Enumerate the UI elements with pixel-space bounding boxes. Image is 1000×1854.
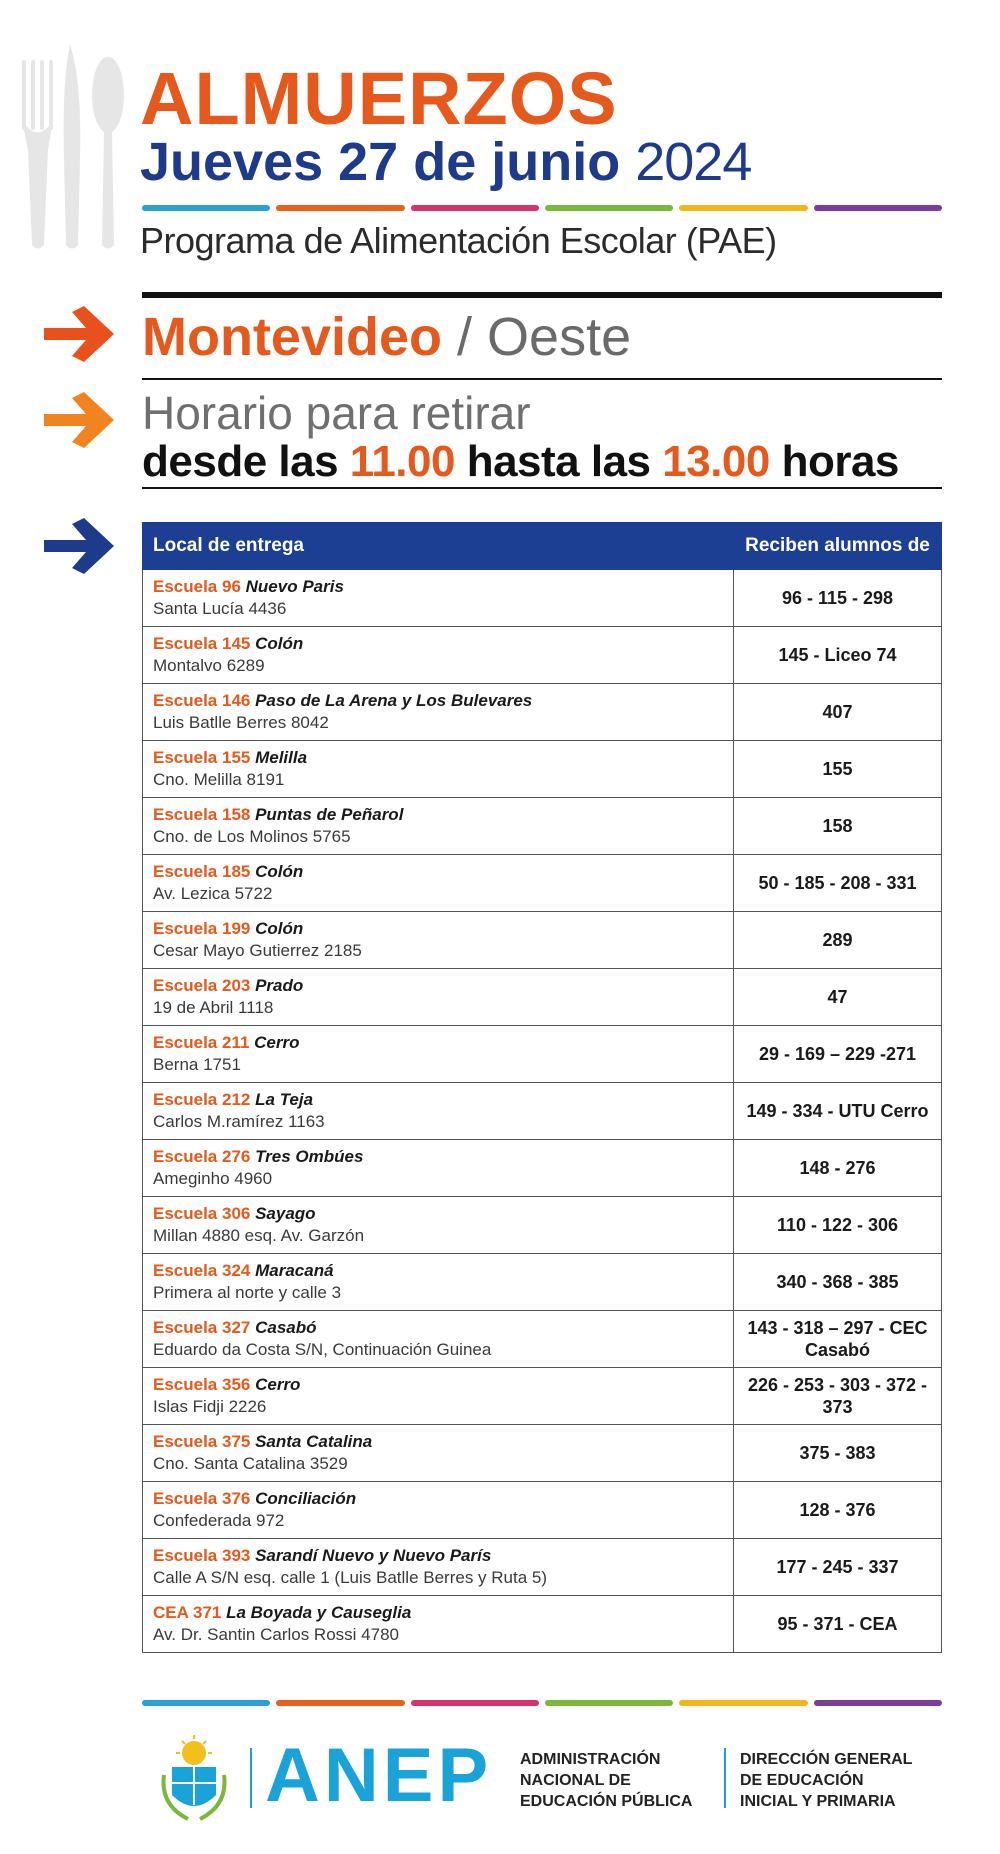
direction-name-line: INICIAL Y PRIMARIA xyxy=(740,1792,896,1810)
school-name: Escuela 212 xyxy=(153,1089,251,1109)
schedule-from-time: 11.00 xyxy=(349,437,455,486)
table-row xyxy=(143,1425,942,1482)
zone-name: Oeste xyxy=(487,307,632,367)
neighborhood-name: Paso de La Arena y Los Bulevares xyxy=(255,690,533,710)
school-address: Cno. de Los Molinos 5765 xyxy=(153,827,351,846)
table-row xyxy=(143,1539,942,1596)
table-row xyxy=(143,1140,942,1197)
school-name: Escuela 158 xyxy=(153,804,251,824)
schedule-hours xyxy=(142,438,899,486)
school-name: Escuela 199 xyxy=(153,918,251,938)
school-name: Escuela 393 xyxy=(153,1545,251,1565)
anep-name-line: EDUCACIÓN PÚBLICA xyxy=(520,1792,693,1810)
table-row xyxy=(143,798,942,855)
school-name: Escuela 185 xyxy=(153,861,251,881)
school-address: Berna 1751 xyxy=(153,1055,241,1074)
footer-separator xyxy=(250,1748,252,1808)
direction-name xyxy=(740,1750,912,1812)
delivery-location-cell xyxy=(143,741,734,798)
school-name: Escuela 306 xyxy=(153,1203,251,1223)
table-row xyxy=(143,627,942,684)
school-name: Escuela 96 xyxy=(153,576,241,596)
delivery-location-cell xyxy=(143,1026,734,1083)
school-address: Luis Batlle Berres 8042 xyxy=(153,713,329,732)
school-address: Millan 4880 esq. Av. Garzón xyxy=(153,1226,365,1245)
students-cell: 110 - 122 - 306 xyxy=(734,1197,942,1254)
emblem-icon xyxy=(158,1735,230,1823)
delivery-location-cell xyxy=(143,1311,734,1368)
school-address: Av. Dr. Santin Carlos Rossi 4780 xyxy=(153,1625,399,1644)
school-address: Carlos M.ramírez 1163 xyxy=(153,1112,325,1131)
neighborhood-name: Prado xyxy=(255,975,304,995)
school-name: Escuela 145 xyxy=(153,633,251,653)
neighborhood-name: Sayago xyxy=(255,1203,316,1223)
schedule-from-text: desde las xyxy=(142,437,350,486)
anep-name-line: ADMINISTRACIÓN xyxy=(520,1751,661,1768)
school-address: 19 de Abril 1118 xyxy=(153,998,274,1017)
arrow-right-icon xyxy=(40,390,118,450)
page-title: ALMUERZOS xyxy=(140,57,618,140)
students-cell: 289 xyxy=(734,912,942,969)
table-row xyxy=(143,1482,942,1539)
school-name: Escuela 203 xyxy=(153,975,251,995)
neighborhood-name: Cerro xyxy=(255,1374,301,1394)
table-row xyxy=(143,855,942,912)
delivery-location-cell xyxy=(143,1140,734,1197)
school-name: Escuela 356 xyxy=(153,1374,251,1394)
neighborhood-name: Conciliación xyxy=(255,1488,357,1508)
divider xyxy=(142,378,942,380)
schedule-to-time: 13.00 xyxy=(662,437,770,486)
school-address: Ameginho 4960 xyxy=(153,1169,273,1188)
students-cell: 158 xyxy=(734,798,942,855)
arrow-right-icon xyxy=(40,516,118,576)
students-cell: 95 - 371 - CEA xyxy=(734,1596,942,1653)
table-row xyxy=(143,912,942,969)
date-heading xyxy=(140,132,752,192)
students-cell: 148 - 276 xyxy=(734,1140,942,1197)
school-name: Escuela 146 xyxy=(153,690,251,710)
school-name: Escuela 324 xyxy=(153,1260,251,1280)
school-name: Escuela 155 xyxy=(153,747,251,767)
neighborhood-name: Melilla xyxy=(255,747,308,767)
students-cell: 149 - 334 - UTU Cerro xyxy=(734,1083,942,1140)
anep-logo: ANEP xyxy=(265,1733,493,1818)
school-address: Av. Lezica 5722 xyxy=(153,884,273,903)
delivery-location-cell xyxy=(143,855,734,912)
table-row xyxy=(143,570,942,627)
cutlery-icon xyxy=(18,40,128,255)
school-address: Cno. Melilla 8191 xyxy=(153,770,285,789)
table-row xyxy=(143,1254,942,1311)
neighborhood-name: Maracaná xyxy=(255,1260,334,1280)
delivery-location-cell xyxy=(143,1197,734,1254)
school-name: Escuela 376 xyxy=(153,1488,251,1508)
school-address: Calle A S/N esq. calle 1 (Luis Batlle Berres y Ruta 5) xyxy=(153,1568,548,1587)
delivery-location-cell xyxy=(143,570,734,627)
table-row xyxy=(143,1197,942,1254)
students-cell: 340 - 368 - 385 xyxy=(734,1254,942,1311)
delivery-location-cell xyxy=(143,1482,734,1539)
delivery-location-cell xyxy=(143,1596,734,1653)
delivery-location-cell xyxy=(143,627,734,684)
students-cell: 407 xyxy=(734,684,942,741)
school-address: Montalvo 6289 xyxy=(153,656,265,675)
divider xyxy=(142,487,942,489)
delivery-location-cell xyxy=(143,1254,734,1311)
students-cell: 226 - 253 - 303 - 372 - 373 xyxy=(734,1368,942,1425)
schedule-suffix: horas xyxy=(769,437,899,486)
location-heading xyxy=(142,308,631,367)
delivery-location-cell xyxy=(143,798,734,855)
footer-separator xyxy=(724,1748,726,1808)
neighborhood-name: Colón xyxy=(255,918,304,938)
students-cell: 177 - 245 - 337 xyxy=(734,1539,942,1596)
direction-name-line: DE EDUCACIÓN xyxy=(740,1771,864,1789)
school-address: Cesar Mayo Gutierrez 2185 xyxy=(153,941,362,960)
school-address: Islas Fidji 2226 xyxy=(153,1397,267,1416)
divider xyxy=(142,292,942,298)
school-name: Escuela 327 xyxy=(153,1317,251,1337)
city-name: Montevideo xyxy=(142,307,443,367)
students-cell: 143 - 318 – 297 - CEC Casabó xyxy=(734,1311,942,1368)
delivery-location-cell xyxy=(143,912,734,969)
table-header-row xyxy=(143,523,942,570)
anep-name-line: NACIONAL DE xyxy=(520,1771,631,1789)
delivery-table xyxy=(142,522,942,1653)
neighborhood-name: Colón xyxy=(255,861,304,881)
color-stripe-bottom xyxy=(142,1700,942,1706)
neighborhood-name: Tres Ombúes xyxy=(255,1146,364,1166)
delivery-location-cell xyxy=(143,1368,734,1425)
table-row xyxy=(143,1083,942,1140)
school-address: Cno. Santa Catalina 3529 xyxy=(153,1454,348,1473)
school-name: Escuela 276 xyxy=(153,1146,251,1166)
students-cell: 375 - 383 xyxy=(734,1425,942,1482)
schedule-label: Horario para retirar xyxy=(142,387,531,439)
arrow-right-icon xyxy=(40,304,118,364)
table-row xyxy=(143,1596,942,1653)
neighborhood-name: La Teja xyxy=(255,1089,314,1109)
students-cell: 47 xyxy=(734,969,942,1026)
table-row xyxy=(143,1026,942,1083)
table-row xyxy=(143,684,942,741)
students-cell: 155 xyxy=(734,741,942,798)
delivery-location-cell xyxy=(143,1083,734,1140)
neighborhood-name: Casabó xyxy=(255,1317,317,1337)
students-cell: 50 - 185 - 208 - 331 xyxy=(734,855,942,912)
schedule-to-text: hasta las xyxy=(454,437,663,486)
neighborhood-name: Sarandí Nuevo y Nuevo París xyxy=(255,1545,492,1565)
students-cell: 96 - 115 - 298 xyxy=(734,570,942,627)
table-body xyxy=(143,570,942,1653)
school-name: Escuela 375 xyxy=(153,1431,251,1451)
anep-full-name xyxy=(520,1750,692,1812)
date-text: Jueves 27 de junio xyxy=(140,132,621,192)
table-row xyxy=(143,1311,942,1368)
students-cell: 29 - 169 – 229 -271 xyxy=(734,1026,942,1083)
delivery-location-cell xyxy=(143,684,734,741)
delivery-location-cell xyxy=(143,969,734,1026)
column-header-local: Local de entrega xyxy=(143,523,734,570)
neighborhood-name: Cerro xyxy=(254,1032,300,1052)
school-address: Primera al norte y calle 3 xyxy=(153,1283,342,1302)
year-text: 2024 xyxy=(635,132,752,192)
neighborhood-name: Puntas de Peñarol xyxy=(255,804,404,824)
column-header-students: Reciben alumnos de xyxy=(734,523,942,570)
delivery-location-cell xyxy=(143,1539,734,1596)
neighborhood-name: Nuevo Paris xyxy=(245,576,344,596)
school-name: CEA 371 xyxy=(153,1602,222,1622)
school-address: Santa Lucía 4436 xyxy=(153,599,287,618)
students-cell: 128 - 376 xyxy=(734,1482,942,1539)
delivery-location-cell xyxy=(143,1425,734,1482)
table-row xyxy=(143,969,942,1026)
table-row xyxy=(143,741,942,798)
program-name: Programa de Alimentación Escolar (PAE) xyxy=(140,220,777,261)
direction-name-line: DIRECCIÓN GENERAL xyxy=(740,1751,913,1768)
neighborhood-name: La Boyada y Causeglia xyxy=(226,1602,412,1622)
location-separator: / xyxy=(442,307,488,367)
school-address: Eduardo da Costa S/N, Continuación Guinea xyxy=(153,1340,492,1359)
color-stripe-top xyxy=(142,205,942,211)
school-address: Confederada 972 xyxy=(153,1511,285,1530)
school-name: Escuela 211 xyxy=(153,1032,250,1052)
neighborhood-name: Colón xyxy=(255,633,304,653)
table-row xyxy=(143,1368,942,1425)
neighborhood-name: Santa Catalina xyxy=(255,1431,373,1451)
students-cell: 145 - Liceo 74 xyxy=(734,627,942,684)
